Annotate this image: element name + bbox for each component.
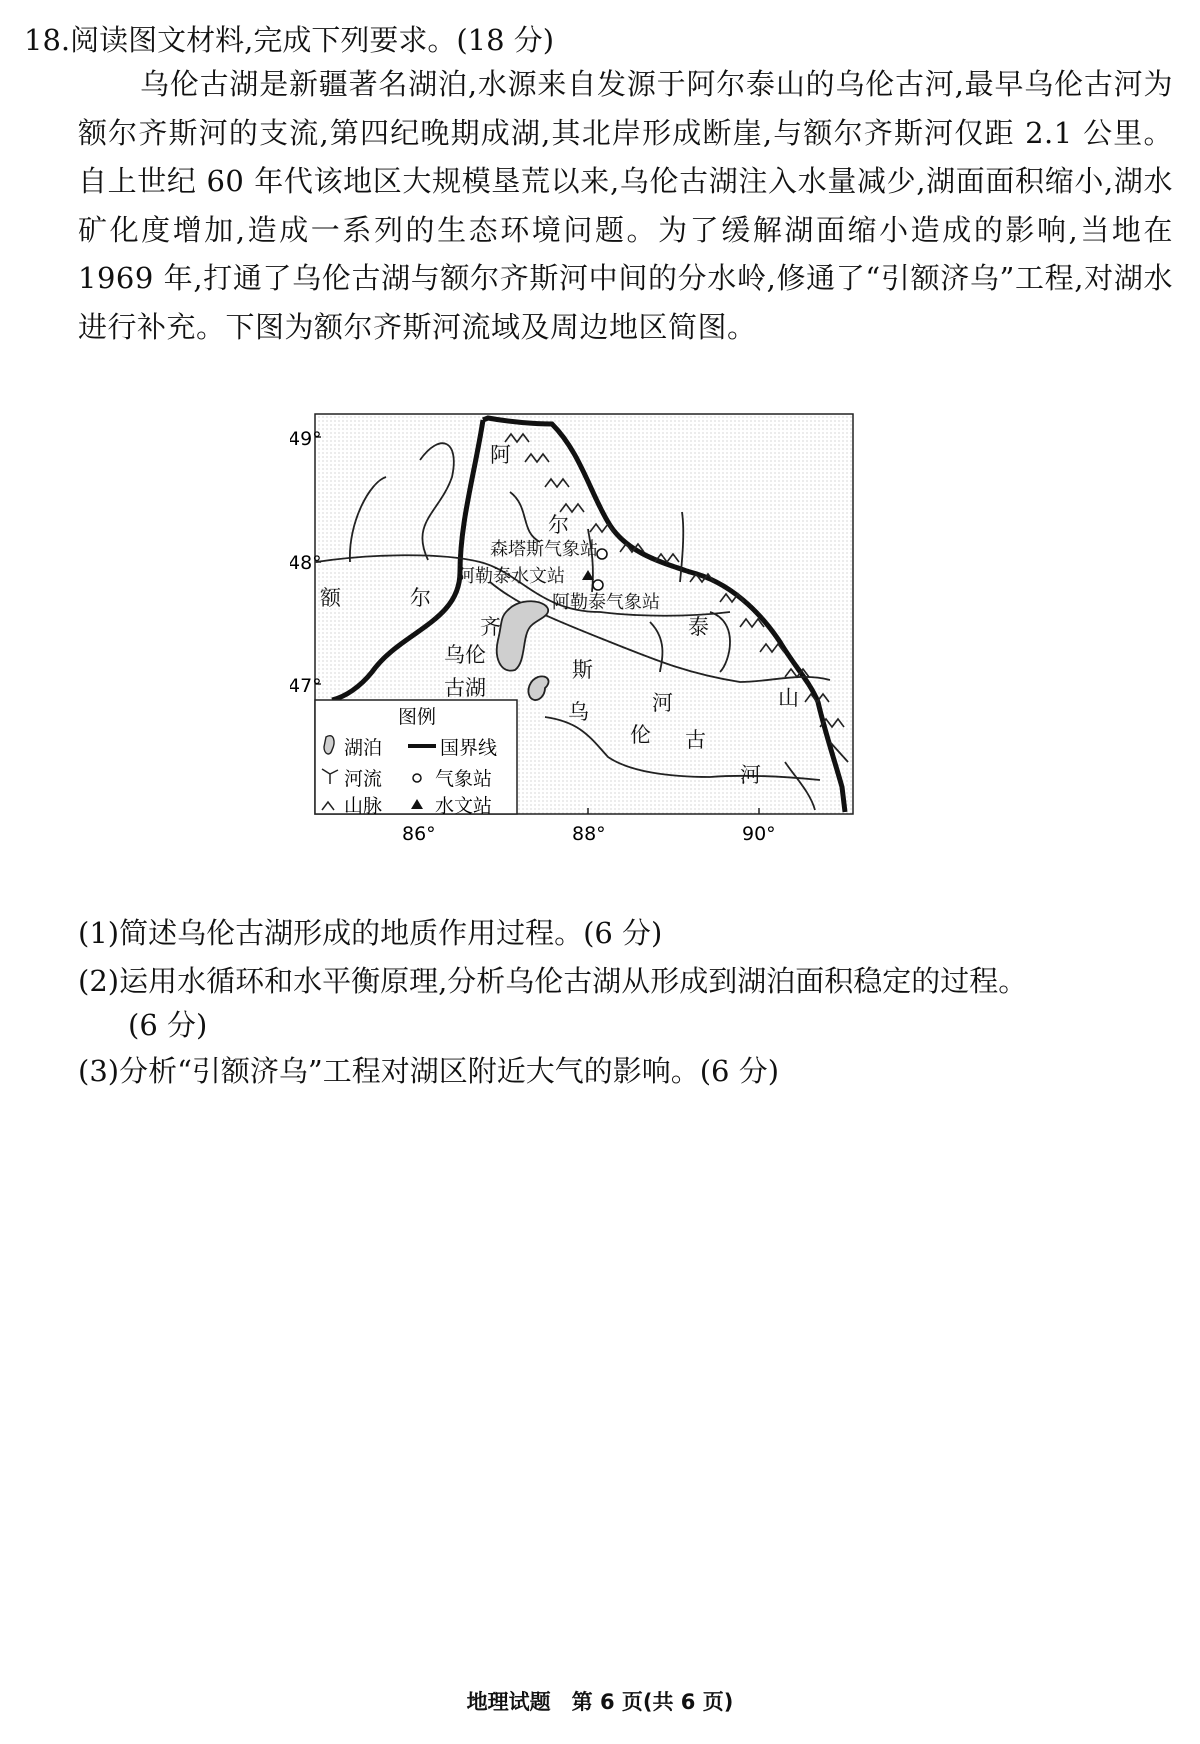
label-e: 额 [320,586,341,610]
legend-weather-label: 气象站 [435,768,493,790]
label-shan: 山 [778,686,799,710]
label-er2: 尔 [410,586,431,610]
legend-weather-symbol [413,774,421,782]
lat-label-49: 49° [290,428,322,450]
aletai-weather-station-marker [593,580,603,590]
legend-border-label: 国界线 [440,737,498,759]
label-aletai-station: 阿勒泰气象站 [552,592,660,613]
page-footer: 地理试题 第 6 页(共 6 页) [466,1690,734,1714]
label-he: 河 [652,691,673,715]
lat-label-48: 48° [290,552,322,574]
map-figure [290,412,950,902]
legend-river-label: 河流 [344,768,383,790]
label-si: 斯 [572,658,593,682]
label-qi: 齐 [480,615,501,639]
label-hydro-station: 阿勒泰水文站 [457,566,565,587]
label-gu: 古 [685,728,706,752]
subquestion-2-score: (6 分) [128,1008,208,1042]
label-lake-2: 古湖 [444,676,486,700]
lon-label-86: 86° [402,823,436,845]
question-paragraph: 乌伦古湖是新疆著名湖泊,水源来自发源于阿尔泰山的乌伦古河,最早乌伦古河为额尔齐斯河的支流,第四纪晚期成湖,其北岸形成断崖,与额尔齐斯河仅距 2.1 公里。自上世纪 60 年代该地区大规模垦荒以来,乌伦古湖注入水量减少,湖面面积缩小,湖水矿化度增加,造成一系列的生态环境问题。为了缓解湖面缩小造成的影响,当地在 1969 年,打通了乌伦古湖与额尔齐斯河中间的分水岭,修通了“引额济乌”工程,对湖水进行补充。下图为额尔齐斯河流域及周边地区简图。 [78,67,1173,344]
label-tai: 泰 [688,615,709,639]
legend-hydro-label: 水文站 [435,795,493,817]
label-lake-1: 乌伦 [444,643,486,667]
map-svg [290,412,950,902]
label-a: 阿 [490,443,511,467]
label-er: 尔 [548,513,569,537]
question-title: 18.阅读图文材料,完成下列要求。(18 分) [24,23,555,57]
lon-label-88: 88° [572,823,606,845]
sentas-weather-station-marker [597,549,607,559]
subquestion-1: (1)简述乌伦古湖形成的地质作用过程。(6 分) [78,916,663,950]
subquestion-3: (3)分析“引额济乌”工程对湖区附近大气的影响。(6 分) [78,1054,780,1088]
legend-mountain-label: 山脉 [344,795,383,817]
lat-label-47: 47° [290,675,322,697]
label-lun: 伦 [630,723,651,747]
label-he2: 河 [740,763,761,787]
label-wu: 乌 [568,700,589,724]
legend [315,700,517,817]
lon-label-90: 90° [742,823,776,845]
legend-title: 图例 [398,706,437,728]
subquestion-2: (2)运用水循环和水平衡原理,分析乌伦古湖从形成到湖泊面积稳定的过程。 [78,964,1028,998]
legend-lake-label: 湖泊 [344,737,383,759]
label-sentas-station: 森塔斯气象站 [490,539,598,560]
